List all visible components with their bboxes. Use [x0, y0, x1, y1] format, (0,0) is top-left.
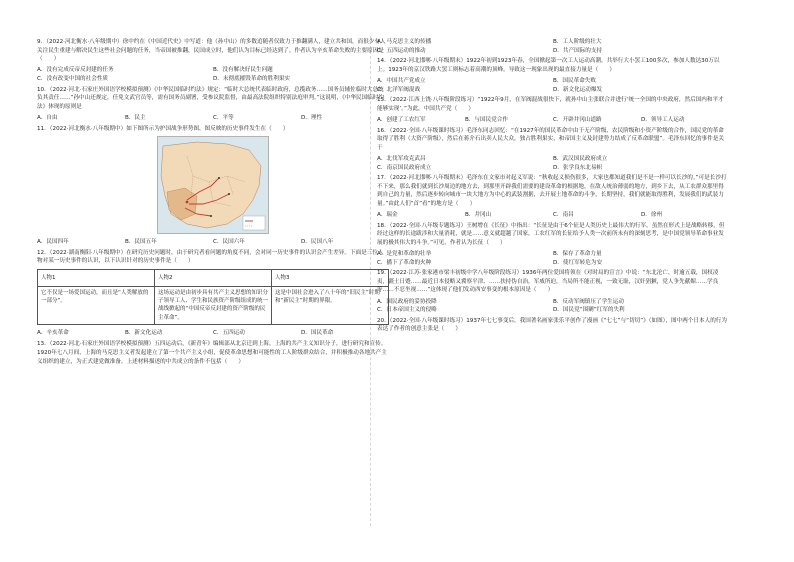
- question-16-options-row1: [377, 155, 729, 164]
- question-17-option-c[interactable]: C．南昌: [553, 212, 574, 219]
- table-cell-person2: 这场运动是由初步具有共产主义思想的知识分子领导工人、学生和民族资产阶级组成的统一战线掀起的“中国反帝反封建的资产阶级的民主革命”。: [155, 286, 272, 324]
- question-16: [377, 127, 729, 173]
- map-city-marker: [210, 215, 212, 217]
- table-header-row: [38, 269, 389, 286]
- question-10-option-d[interactable]: D．理性: [301, 114, 323, 121]
- question-10-stem: 10．（2022·河北·石家庄外国语学校模拟预测）《中华民国临时约法》规定：“临时大总统代表临时政府，总揽政务……国务员辅佐临时大总统负其责任……”孙中山还规定，任免文武官员等，需有国务员副署，受参议院监督，由最高法院组织特别法庭审判。”这说明，《中华民国临时约法》体现的原则是: [37, 86, 385, 110]
- question-16-stem: 16．（2022·全国·八年级课时练习）毛泽东同志回忆：“在1927年的国民革命中由于无产阶级、农民阶级和小资产阶级的合作，国民党的革命取得了胜利（大资产阶级），然后在蒋介石出卖人民大众，独占胜利果实，和帝国主义及封建势力结成了反革命联盟”。毛泽东回忆的事件是关于: [377, 127, 724, 151]
- question-14-option-a[interactable]: A．中国共产党成立: [377, 77, 426, 84]
- viewpoint-table: [37, 269, 389, 325]
- question-12-option-a[interactable]: A．辛亥革命: [37, 329, 69, 336]
- question-12: [37, 249, 389, 338]
- question-18-option-c[interactable]: C．播下了革命的火种: [377, 259, 432, 266]
- question-13-options: [377, 38, 729, 55]
- question-9-options-row2: [37, 75, 389, 84]
- question-10: [37, 86, 389, 123]
- question-15-option-a[interactable]: A．创建了工农红军: [377, 116, 426, 123]
- question-9: [37, 38, 389, 84]
- question-19-option-d[interactable]: D．国民党“围剿”红军的失利: [553, 307, 625, 314]
- table-header-person2: 人物2: [155, 269, 272, 286]
- map-container: [37, 136, 389, 234]
- question-16-option-a[interactable]: A．北伐军攻克武昌: [377, 155, 426, 162]
- question-13-options-row2: [377, 47, 729, 56]
- question-15-option-b[interactable]: B．与国民党合作: [465, 116, 508, 123]
- question-18-options-row2: [377, 259, 729, 268]
- question-13-option-d[interactable]: D．共产国际的支持: [553, 47, 603, 54]
- question-19-option-a[interactable]: A．国民政府的妥协投降: [377, 298, 437, 305]
- question-15-options: [377, 116, 729, 125]
- question-18-option-b[interactable]: B．保存了革命力量: [553, 251, 602, 258]
- question-18-options-row1: [377, 250, 729, 259]
- question-14-stem: 14．（2022·河北邯郸·八年级期末）1922年初到1923年春，全国掀起第一次工人运动高潮，共举行大小罢工100多次，参加人数达30万以上。1923年的京汉铁路大罢工则标志着高潮的顶峰。导致这一现象出现的最直接力量是（ ）: [377, 58, 720, 73]
- question-15-option-c[interactable]: C．开辟井冈山道路: [553, 116, 602, 123]
- question-19-option-b[interactable]: B．反动军阀镇压了学生运动: [553, 298, 624, 305]
- question-13: [37, 340, 389, 366]
- question-15-option-d[interactable]: D．领导工人运动: [641, 116, 685, 123]
- question-13-option-c[interactable]: C．五四运动的推动: [377, 47, 426, 54]
- question-12-options: [37, 329, 389, 338]
- question-12-option-b[interactable]: B．新文化运动: [125, 329, 163, 336]
- question-9-stem: 9．（2022·河北衡水·八年级期中）徐中约在《中国近代史》中写道：他（孙中山）的多数追随者仅致力于推翻满人，建立共和国，而很少有人关注民生重建与解决民生这些社会问题的任务，当帝国被推翻，民国成立时，他们认为目标已经达到了。作者认为辛亥革命失败的主要原因是（ ）: [37, 39, 386, 63]
- map-city-marker: [186, 201, 189, 204]
- question-13-stem: 13．（2022·河北·石家庄外国语学校模拟预测）五四运动后，《新青年》编辑部从北京迁到上海。上海的共产主义知识分子，进行研究和宣传。1920年七八月间，上海的马克思主义者发起建立了第一个共产主义小组，促使革命思想和可能性的工人阶级群众结合，并积极推动各地共产主义组织的建立，为正式建党做准备。上述材料描述的中共成立的条件不包括（ ）: [37, 341, 387, 365]
- question-17-stem: 17．（2022·河北邯郸·八年级期末）毛泽东在文家市对起义军说：“秋收起义损伤很多，大家也都知道我们是不是一样可以长沙的。”可是长沙打不下来，那么我们就到长沙周边的地方去，到那里开辟我们需要的建设革命的根据地，在敌人统治薄弱的地方，到乡下去，从工农群众那里得到自己的力量，然后逐步转向城市一块大地方为中心的武装割据，去开展土地革命的斗争，长期坚持，我们就能取得胜利，发展我们的武装力量。”由此人们“首”看”的地方是（ ）: [377, 175, 727, 207]
- question-9-option-d[interactable]: D．未彻底摧毁革命的胜利果实: [213, 75, 291, 82]
- question-9-option-c[interactable]: C．没有改变中国的社会性质: [37, 75, 109, 82]
- question-19-stem: 19．（2022·江苏·张家港市梁丰初级中学八年级阶段练习）1936年两位爱国将领在《对时局的宣言》中说：“东北沦亡，时逾五载，国权凌夷，疆土日蹙……最近日本侵略又冀察平津、……扶持伪自治，军威所迫，当局所不能正视，一致无耻，汉奸猖獗，党人争先献媚……学良等……不忍坐视……”这体现了他们发动西安事变的根本原因是（ ）: [377, 270, 719, 294]
- question-10-option-b[interactable]: B．民主: [125, 114, 146, 121]
- question-11-option-a[interactable]: A．民国四年: [37, 239, 69, 246]
- question-11-stem: 11．（2022·河北衡水·八年级期中）如下图所示为护国战争形势图，图反映的历史事件发生在（ ）: [37, 125, 289, 132]
- question-17-option-d[interactable]: D．徐州: [641, 212, 663, 219]
- question-10-option-a[interactable]: A．自由: [37, 114, 58, 121]
- question-9-option-a[interactable]: A．没有完成反帝反封建的任务: [37, 67, 114, 74]
- question-16-options-row2: [377, 164, 729, 173]
- question-17-option-a[interactable]: A．瑞金: [377, 212, 398, 219]
- question-10-option-c[interactable]: C．平等: [213, 114, 234, 121]
- question-16-option-b[interactable]: B．武汉国民政府成立: [553, 155, 608, 162]
- question-11: [37, 125, 389, 247]
- question-17-options: [377, 211, 729, 220]
- question-11-option-d[interactable]: D．民国八年: [301, 239, 334, 246]
- question-15: [377, 96, 729, 124]
- question-12-stem: 12．（2022·湖南衡阳·八年级期中）在研究历史问题时，由于研究者看问题的角度不同，会对同一历史事件的认识会产生差异。下面是三位人物对某一历史事件的认识，以下认识针对的历史事件是（ ）: [37, 249, 384, 265]
- huguo-war-map: [157, 136, 269, 234]
- question-18: [377, 222, 729, 268]
- question-13-options-row1: [377, 38, 729, 47]
- question-14-option-c[interactable]: C．北洋军阀混战: [377, 86, 421, 93]
- question-18-option-a[interactable]: A．是党和革命的壮举: [377, 251, 432, 258]
- question-17-option-b[interactable]: B．井冈山: [465, 212, 492, 219]
- table-row: [38, 286, 389, 324]
- question-9-option-b[interactable]: B．没有解决好民生问题: [213, 67, 273, 74]
- question-9-options-row1: [37, 66, 389, 75]
- question-14-option-b[interactable]: B．国民革命失败: [553, 77, 596, 84]
- right-column: [377, 38, 729, 337]
- question-14-options-row2: [377, 86, 729, 95]
- question-17: [377, 174, 729, 220]
- question-16-option-d[interactable]: D．张学良东北易帜: [553, 164, 603, 171]
- question-14-options-row1: [377, 77, 729, 86]
- question-13-option-b[interactable]: B．工人阶级的壮大: [553, 39, 602, 45]
- question-19-options-row1: [377, 298, 729, 307]
- question-11-options: [37, 238, 389, 247]
- question-19-options-row2: [377, 306, 729, 315]
- table-cell-person3: 这是中国社会进入了八十年的“旧民主”时期和“新民主”时期的界限。: [272, 286, 389, 324]
- question-14: [377, 57, 729, 94]
- question-11-option-b[interactable]: B．民国五年: [125, 239, 157, 246]
- question-19: [377, 269, 729, 315]
- question-10-options: [37, 114, 389, 123]
- table-header-person1: 人物1: [38, 269, 155, 286]
- table-cell-person1: 它不仅是一场爱国运动，而且是“人类解放的一部分”。: [38, 286, 155, 324]
- map-city-marker: [218, 177, 220, 179]
- table-header-person3: 人物3: [272, 269, 389, 286]
- question-12-option-d[interactable]: D．国民革命: [301, 329, 334, 336]
- question-20-stem: 20．（2022·全国·八年级课时练习）1937年七七事变后，我国著名画家张乐平创作了漫画《“七七”与“切切”》（如图），图中两个日本人的行为表达了作者的创意主张是（ ）: [377, 317, 727, 333]
- question-19-option-c[interactable]: C．日本帝国主义的侵略: [377, 307, 437, 314]
- question-18-option-d[interactable]: D．使红军转危为安: [553, 259, 603, 266]
- question-14-option-d[interactable]: D．新文化运动爆发: [553, 86, 603, 93]
- question-13-option-a[interactable]: A．马克思主义的传播: [377, 39, 432, 45]
- question-18-stem: 18．（2022·全国·八年级专题练习）王树增在《长征》中指出：“长征是由于6个征是人类历史上最伟大的行军，虽然在形式上是战略转移，但经过这样的长途跋涉和大量消耗，就是……意义就超越了国家，工农红军的长征给予人类一次前所未有的深刻思考，是中国党领导革命事业发展的极其伟大的斗争。”可见，作者认为长征（ ）: [377, 222, 725, 246]
- question-20: [377, 317, 729, 334]
- question-12-option-c[interactable]: C．五四运动: [213, 329, 245, 336]
- left-column: [37, 38, 389, 369]
- question-16-option-c[interactable]: C．南京国民政府成立: [377, 164, 432, 171]
- question-15-stem: 15．（2022·江西上饶·八年级阶段练习）“1922年9月，在军阀混战很快下，就孙中山主张联合并进行‘统一全国的中央政府，然后国内和平才能够实现’。”为此，中国共产党（ ）: [377, 97, 724, 112]
- map-legend: [243, 216, 265, 230]
- question-11-option-c[interactable]: C．民国六年: [213, 239, 245, 246]
- map-city-marker: [228, 193, 230, 195]
